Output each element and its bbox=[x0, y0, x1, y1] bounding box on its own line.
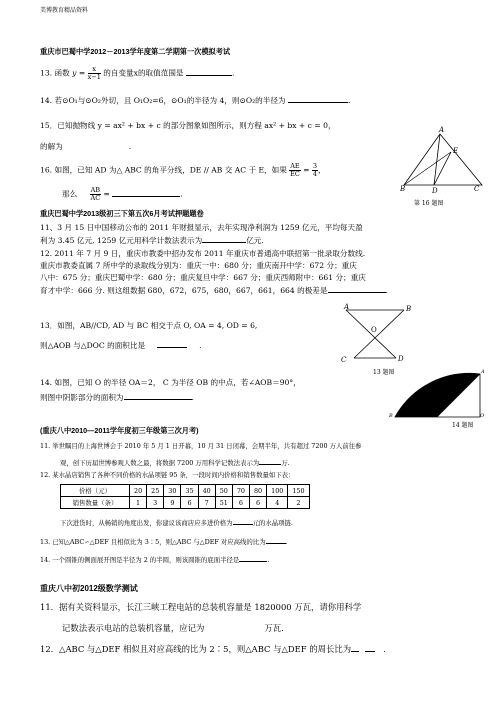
question-12-line3: 八中：675 分；重庆巴蜀中学：680 分；重庆复旦中学：667 分；重庆西师附中：661 分；重庆 bbox=[40, 273, 366, 282]
question-14-line2: 则图中阴影部分的面积为 . bbox=[40, 393, 194, 402]
answer-blank bbox=[328, 284, 386, 293]
question-11-line2: 观，创下历届世博参观人数之最，将数据 7200 万用科学记数法表示为 万. bbox=[60, 459, 290, 467]
document-page: 美博教育精品资料 重庆市巴蜀中学2012－2013学年度第二学期第一次模拟考试 13. 函数 y = $\frac{x}{x-1}$ 的自变量x的取值范围是 . 14. 若⊙O₁与⊙O₂外切，且 O₁O₂=6，⊙O₁的半径为 4，则⊙O₂的半径为 . 15．已知抛物线 y = ax² + bx + c 的部分图象如图所示，则方程 ax² + bx + c = 0， 的解为 . 16. 如图，已知 AD 为△ ABC 的角平分线，DE // AB 交 AC 于 E，如果 $\frac{AE}{EC}$ = $\frac{3}{4}$ ， 那么 $\frac{AB}{AC}$ = . A E B D C 第 16 题图 重庆巴蜀中学2013级初三下第五次6月考试押题题卷 11、3 月 15 日中国移动公布的 2011 年财报显示，去年实现净利润为 1259 亿元，平均每天盈 利为 3.45 亿元, 1259 亿元用科学计数法表示为 亿元. 12. 2011 年 7 月 9 日，重庆市教委中招办发布 2011 年重庆市普通高中联招第一批录取分数线. 重庆市教委直属 7 所中学的录取线分别为：重庆一中：680 分；重庆南开中学：672 分；重庆 八中：675 分；重庆巴蜀中学：680 分；重庆复旦中学：667 分；重庆西师附中：661 分；重庆 育才中学：666 分. 则这组数据 680，672，675，680，667，661，664 的极差是 . 13．如图，AB//CD, AD 与 BC 相交于点 O, OA = 4, OD = 6, 则△AOB 与△DOC 的面积比是 . A B O C D 13 题图 14. 如图，已知 O 的半径 OA＝2， C 为半径 OB 的中点，若∠AOB＝90°， 则图中阴影部分的面积为 . A B C O 14 题图 (重庆八中2010—2011学年度初三年级第三次月考) 11. 举世瞩目的上海世博会于 2010 年 5 月 1 日开幕，10 月 31 日闭幕，会期半年，共有超过 7200 万人前往参 观，创下历届世博参观人数之最，将数据 7200 万用科学记数法表示为 万. 12. 某水晶店销售了各种不同价格的水晶项链 95 条，一段时间内价格和销售数量如下表： 价格（元） 20 25 30 35 40 50 70 80 100 150 销售数量（条） 1 3 9 6 7 51 6 6 4 2 下次进货时，从畅销的角度出发，你建议该商店应多进价格为 元的水晶项链. 13. 已知△ABC∽△DEF 且相似比为 3∶5，则△ABC 与△DEF 对应高线的比为 . 14. 一个圆锥的侧面展开图是半径为 2 的半圆，则该圆锥的底面半径是 . 重庆八中初2012级数学测试 11．据有关资料显示，长江三峡工程电站的总装机容量是 1820000 万瓦，请你用科学 记数法表示电站的总装机容量，应记为 万瓦. 12．△ABC 与△DEF 相似且对应高线的比为 2∶5，则△ABC 与△DEF 的周长比为 . bbox=[0, 0, 496, 702]
question-16-bisector: 16. 如图，已知 AD 为△ ABC 的角平分线，DE // AB 交 AC 于 E，如果 $\frac{AE}{EC}$ = $\frac{3}{4}$ ， bbox=[40, 162, 326, 178]
answer-blank bbox=[351, 643, 359, 652]
table-row-count: 销售数量（条） 1 3 9 6 7 51 6 6 4 2 bbox=[61, 497, 310, 509]
answer-blank bbox=[112, 188, 180, 197]
answer-blank bbox=[266, 536, 286, 544]
price-sales-table bbox=[60, 484, 310, 509]
section-title-bayi-2012: 重庆八中初2012级数学测试 bbox=[40, 584, 138, 593]
section-title-bashu-2012: 重庆市巴蜀中学2012－2013学年度第二学期第一次模拟考试 bbox=[40, 47, 231, 56]
question-13-line2: 则△AOB 与△DOC 的面积比是 . bbox=[40, 341, 202, 350]
answer-blank bbox=[288, 94, 348, 103]
figure-13-parallel-lines bbox=[340, 302, 480, 382]
question-12-scores: 12. 2011 年 7 月 9 日，重庆市教委中招办发布 2011 年重庆市普通高中联招第一批录取分数线. bbox=[40, 249, 366, 258]
figure-14-quarter-circle bbox=[392, 371, 488, 421]
section-title-bashu-2013: 重庆巴蜀中学2013级初三下第五次6月考试押题题卷 bbox=[40, 209, 204, 218]
question-11-profit: 11、3 月 15 日中国移动公布的 2011 年财报显示，去年实现净利润为 1259 亿元，平均每天盈 bbox=[40, 223, 363, 232]
question-13-function: 13. 函数 y = $\frac{x}{x-1}$ 的自变量x的取值范围是 . bbox=[40, 65, 235, 81]
question-14-cone: 14. 一个圆锥的侧面展开图是半径为 2 的半圆，则该圆锥的底面半径是 . bbox=[40, 556, 270, 564]
question-11-three-gorges: 11．据有关资料显示，长江三峡工程电站的总装机容量是 1820000 万瓦，请你用科学 bbox=[40, 602, 362, 612]
figure-16-triangle bbox=[396, 128, 486, 208]
question-11-line2: 记数法表示电站的总装机容量，应记为 万瓦. bbox=[62, 623, 284, 633]
question-12-crystal: 12. 某水晶店销售了各种不同价格的水晶项链 95 条，一段时间内价格和销售数量如下表： bbox=[40, 471, 295, 479]
question-15-parabola: 15．已知抛物线 y = ax² + bx + c 的部分图象如图所示，则方程 ax² + bx + c = 0， bbox=[40, 121, 336, 130]
table-row-price: 价格（元） 20 25 30 35 40 50 70 80 100 150 bbox=[61, 485, 310, 497]
question-15-line2: 的解为 . bbox=[40, 142, 132, 151]
page-header: 美博教育精品资料 bbox=[40, 8, 89, 14]
answer-blank bbox=[124, 391, 192, 400]
answer-blank bbox=[365, 643, 375, 652]
answer-blank bbox=[233, 517, 253, 525]
answer-blank bbox=[259, 457, 281, 465]
answer-blank bbox=[202, 234, 246, 243]
figure-16-caption: 第 16 题图 bbox=[414, 200, 444, 207]
question-12-line4: 育才中学：666 分. 则这组数据 680，672，675，680，667，661，664 的极差是 . bbox=[40, 286, 388, 295]
answer-blank bbox=[157, 339, 187, 348]
section-title-bayi-2011: (重庆八中2010—2011学年度初三年级第三次月考) bbox=[40, 426, 199, 435]
question-13-similar: 13. 已知△ABC∽△DEF 且相似比为 3∶5，则△ABC 与△DEF 对应高线的比为 . bbox=[40, 538, 288, 546]
question-16-line2: 那么 $\frac{AB}{AC}$ = . bbox=[62, 186, 183, 202]
question-13-parallel: 13．如图，AB//CD, AD 与 BC 相交于点 O, OA = 4, OD = 6, bbox=[40, 321, 258, 330]
question-11-line2: 利为 3.45 亿元, 1259 亿元用科学计数法表示为 亿元. bbox=[40, 236, 264, 245]
fraction: $\frac{x}{x-1}$ bbox=[87, 65, 101, 81]
figure-14-caption: 14 题图 bbox=[452, 422, 474, 429]
question-14-circles: 14. 若⊙O₁与⊙O₂外切，且 O₁O₂=6，⊙O₁的半径为 4，则⊙O₂的半径为 . bbox=[40, 96, 351, 105]
question-14-shaded: 14. 如图，已知 O 的半径 OA＝2， C 为半径 OB 的中点，若∠AOB＝90°， bbox=[40, 378, 301, 387]
question-12-perimeter: 12．△ABC 与△DEF 相似且对应高线的比为 2∶5，则△ABC 与△DEF 的周长比为 . bbox=[40, 644, 386, 654]
answer-blank bbox=[186, 67, 232, 76]
figure-13-caption: 13 题图 bbox=[373, 369, 395, 376]
question-11-expo: 11. 举世瞩目的上海世博会于 2010 年 5 月 1 日开幕，10 月 31 日闭幕，会期半年，共有超过 7200 万人前往参 bbox=[40, 442, 362, 450]
question-12-line3: 下次进货时，从畅销的角度出发，你建议该商店应多进价格为 元的水晶项链. bbox=[60, 519, 293, 527]
question-12-line2: 重庆市教委直属 7 所中学的录取线分别为：重庆一中：680 分；重庆南开中学：672 分；重庆 bbox=[40, 261, 357, 270]
answer-blank bbox=[239, 554, 267, 562]
